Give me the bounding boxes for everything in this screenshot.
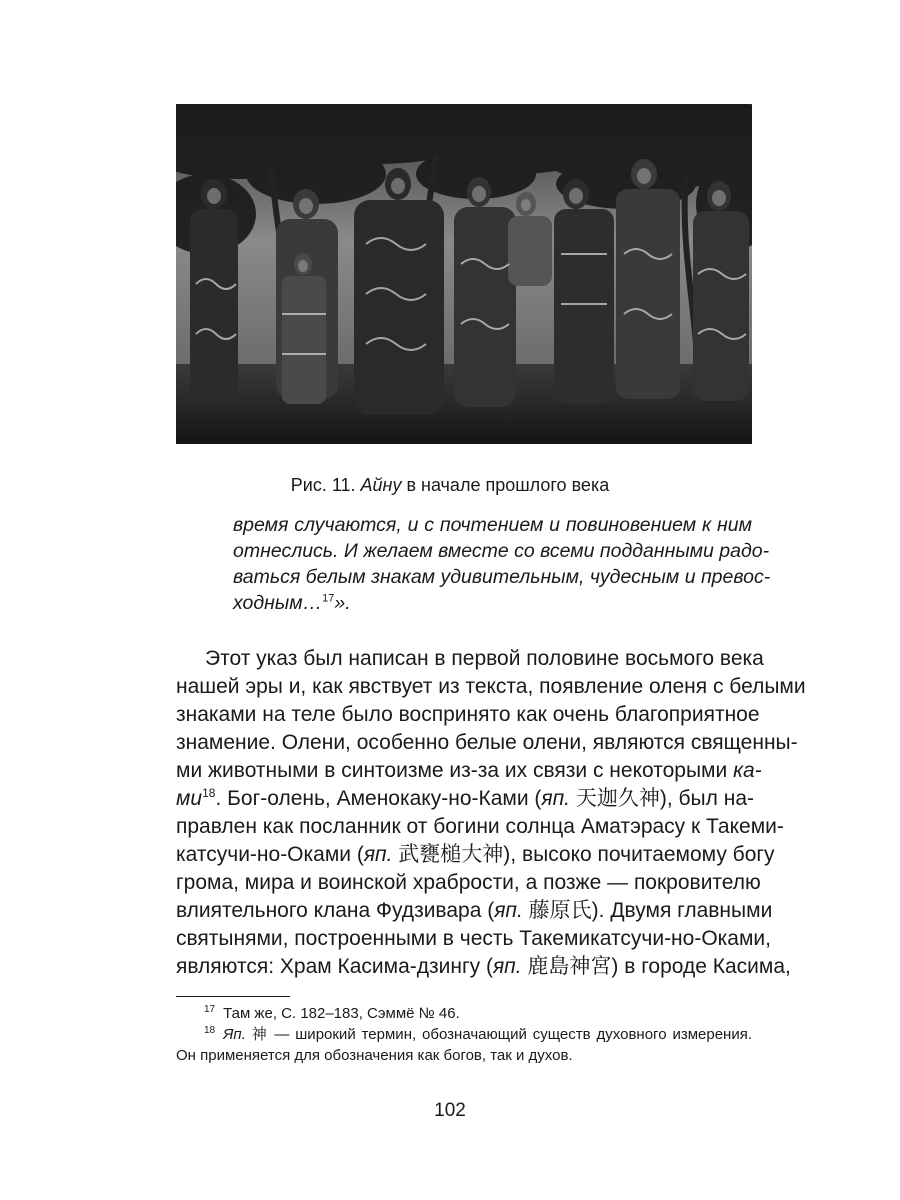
body-text: . Бог-олень, Аменокаку-но-Ками ( [215,787,542,810]
ainu-group-photograph [176,104,752,444]
body-line [176,953,791,981]
footnote-ref-17[interactable]: 17 [322,592,335,605]
body-line: нашей эры и, как явствует из текста, появление оленя с белыми [176,675,806,698]
body-text: влиятельного клана Фудзивара ( [176,899,495,922]
footnote-17 [176,1003,752,1024]
body-paragraph [176,645,806,981]
quote-block [233,512,771,616]
footnote-18 [176,1024,752,1045]
footnote-18-continuation: Он применяется для обозначения как богов, так и духов. [176,1047,573,1064]
body-line: Этот указ был написан в первой половине восьмого века [205,647,764,670]
body-line: знамение. Олени, особенно белые олени, являются священны- [176,731,798,754]
body-line: знаками на теле было воспринято как очень благоприятное [176,703,760,726]
caption-italic: Айну [360,475,402,495]
body-text: катсучи-но-Оками ( [176,843,364,866]
footnote-separator [176,996,290,997]
body-line: святынями, построенными в честь Такемикатсучи-но-Оками, [176,927,771,950]
quote-line: ваться белым знакам удивительным, чудесным и превос- [233,566,771,588]
footnotes [176,1003,752,1066]
body-line [176,757,762,785]
body-italic: ми [176,787,203,810]
body-line: грома, мира и воинской храбрости, а позже — покровителю [176,871,761,894]
body-text: 武甕槌大神), высоко почитаемому богу [392,843,775,866]
quote-last-text: ходным… [233,592,323,614]
caption-rest: в начале прошлого века [401,475,610,495]
figure-caption [0,473,900,497]
body-text: являются: Храм Касима-дзингу ( [176,955,493,978]
footnote-number: 18 [204,1025,216,1036]
quote-line: время случаются, и с почтением и повиновением к ним [233,514,752,536]
footnote-ref-18[interactable]: 18 [202,786,216,800]
body-line [176,897,773,925]
footnote-text: 神 — широкий термин, обозначающий существ духовного измерения. [245,1026,752,1043]
quote-last-end: ». [334,592,351,614]
footnote-text: Там же, С. 182–183, Сэммё № 46. [223,1005,460,1022]
quote-line [233,590,752,616]
page-number: 102 [434,1100,466,1121]
footnote-italic: Яп. [223,1026,246,1043]
caption-prefix: Рис. 11. [290,475,361,495]
body-text: 天迦久神), был на- [570,787,754,810]
quote-line: отнеслись. И желаем вместе со всеми подданными радо- [233,540,770,562]
body-text: 鹿島神宮) в городе Касима, [521,955,791,978]
body-line [176,841,775,869]
footnote-number: 17 [204,1004,216,1015]
body-text: ми животными в синтоизме из-за их связи с некоторыми [176,759,734,782]
body-italic: яп. [492,955,522,978]
body-italic: яп. [363,843,393,866]
body-italic: яп. [541,787,571,810]
body-line [176,785,752,813]
body-text: 藤原氏). Двумя главными [522,899,773,922]
body-italic: яп. [494,899,523,922]
body-italic: ка- [733,759,762,782]
body-line: правлен как посланник от богини солнца Аматэрасу к Такеми- [176,815,784,838]
